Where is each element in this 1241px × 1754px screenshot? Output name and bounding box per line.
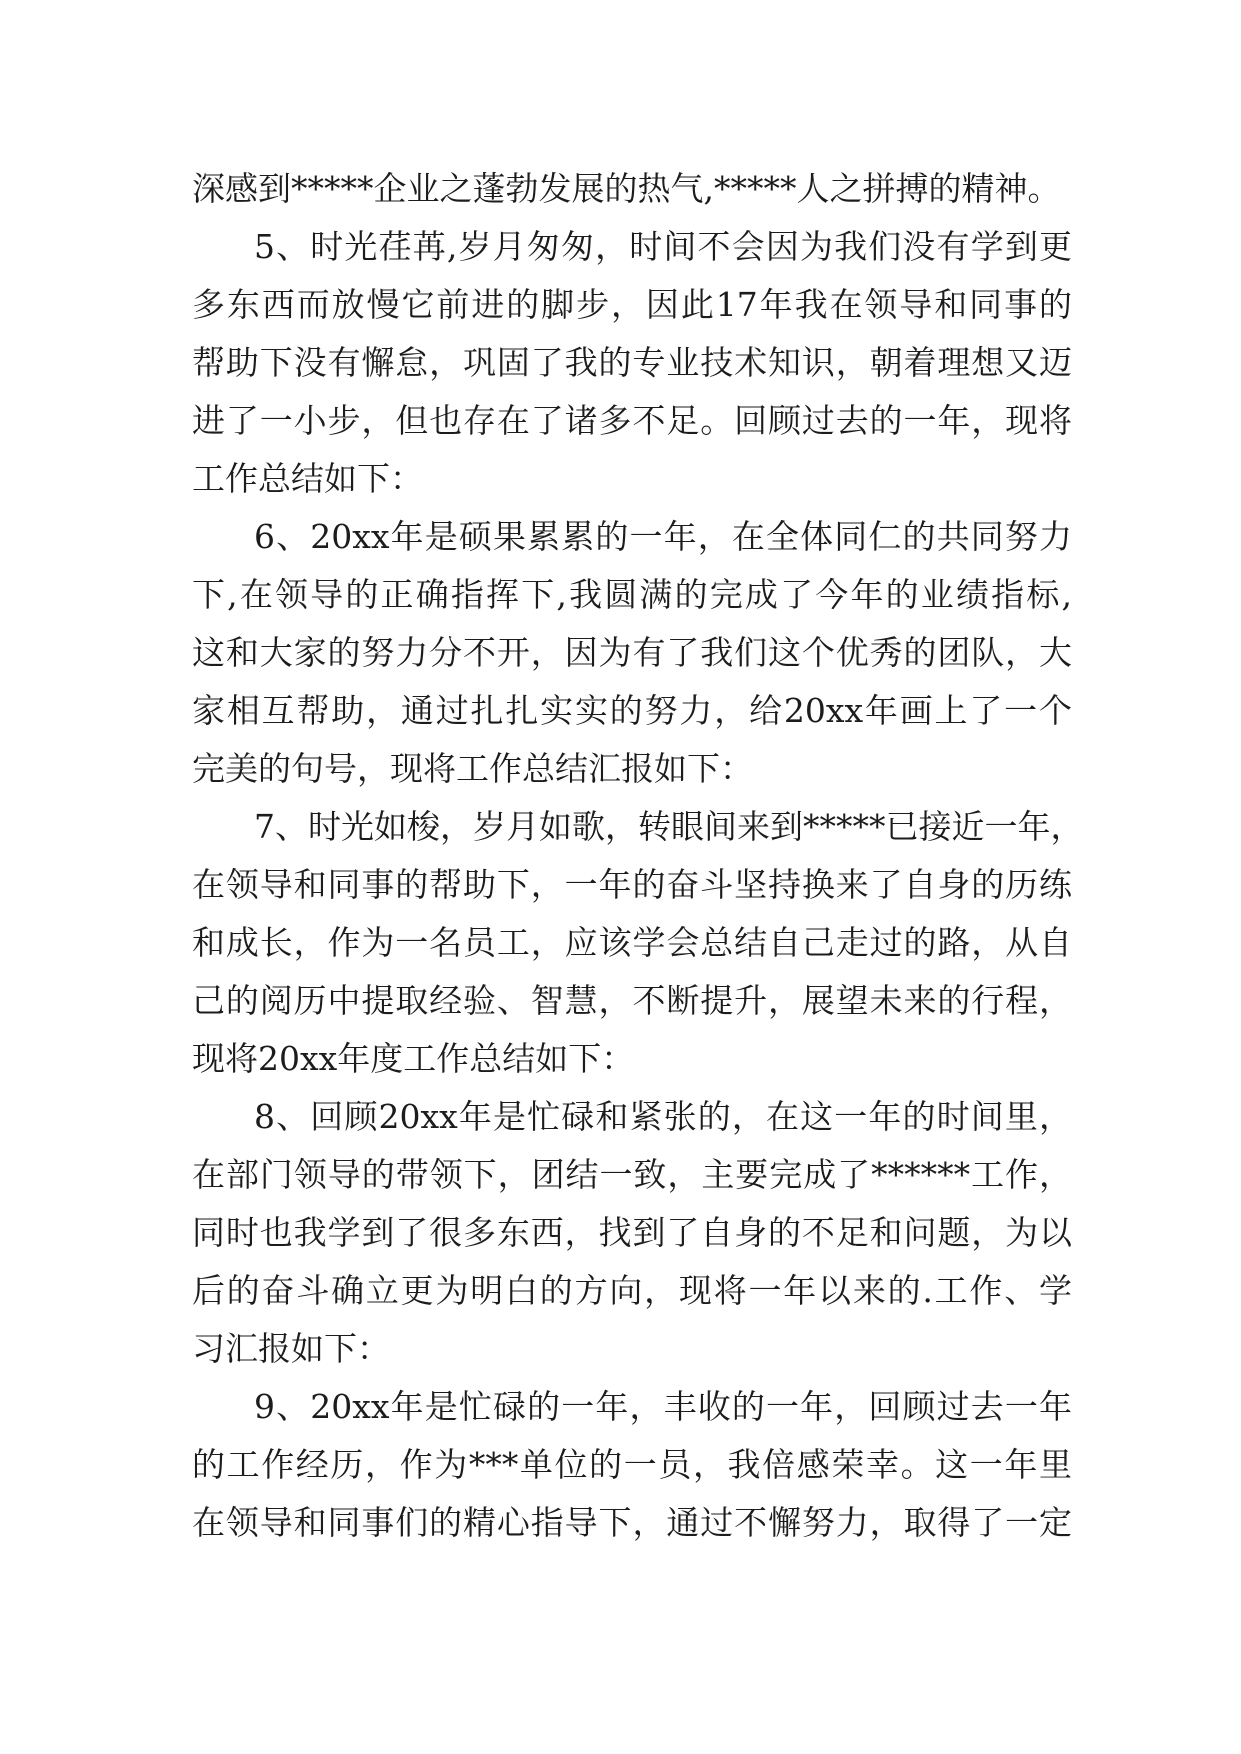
paragraph-line: 在领导和同事们的精心指导下，通过不懈努力，取得了一定 — [192, 1503, 1072, 1542]
paragraph-line: 己的阅历中提取经验、智慧，不断提升，展望未来的行程， — [192, 981, 1072, 1020]
paragraph-line: 家相互帮助，通过扎扎实实的努力，给20xx年画上了一个 — [192, 691, 1072, 730]
paragraph-line: 现将20xx年度工作总结如下： — [192, 1039, 635, 1078]
paragraph-line: 习汇报如下： — [192, 1329, 390, 1368]
paragraph-line: 帮助下没有懈怠，巩固了我的专业技术知识，朝着理想又迈 — [192, 343, 1072, 382]
document-body — [192, 160, 1084, 1552]
paragraph-line: 完美的句号，现将工作总结汇报如下： — [192, 749, 753, 788]
paragraph-line: 5、时光荏苒,岁月匆匆，时间不会因为我们没有学到更 — [254, 227, 1072, 266]
paragraph-line: 工作总结如下： — [192, 459, 423, 498]
paragraph-line: 深感到*****企业之蓬勃发展的热气,*****人之拼搏的精神。 — [192, 169, 1061, 208]
paragraph-line: 在部门领导的带领下，团结一致，主要完成了******工作， — [192, 1155, 1072, 1194]
paragraph-line: 在领导和同事的帮助下，一年的奋斗坚持换来了自身的历练 — [192, 865, 1072, 904]
paragraph-line: 同时也我学到了很多东西，找到了自身的不足和问题，为以 — [192, 1213, 1072, 1252]
paragraph-line: 8、回顾20xx年是忙碌和紧张的，在这一年的时间里， — [254, 1097, 1072, 1136]
paragraph-line: 下,在领导的正确指挥下,我圆满的完成了今年的业绩指标, — [192, 575, 1072, 614]
paragraph-line: 后的奋斗确立更为明白的方向，现将一年以来的.工作、学 — [192, 1271, 1072, 1310]
paragraph-line: 和成长，作为一名员工，应该学会总结自己走过的路，从自 — [192, 923, 1072, 962]
paragraph-line: 进了一小步，但也存在了诸多不足。回顾过去的一年，现将 — [192, 401, 1072, 440]
paragraph-line: 这和大家的努力分不开，因为有了我们这个优秀的团队，大 — [192, 633, 1072, 672]
paragraph-line: 7、时光如梭，岁月如歌，转眼间来到*****已接近一年， — [254, 807, 1084, 846]
paragraph-line: 多东西而放慢它前进的脚步，因此17年我在领导和同事的 — [192, 285, 1072, 324]
paragraph-line: 6、20xx年是硕果累累的一年，在全体同仁的共同努力 — [254, 517, 1072, 556]
paragraph-line: 的工作经历，作为***单位的一员，我倍感荣幸。这一年里 — [192, 1445, 1072, 1484]
paragraph-line: 9、20xx年是忙碌的一年，丰收的一年，回顾过去一年 — [254, 1387, 1072, 1426]
